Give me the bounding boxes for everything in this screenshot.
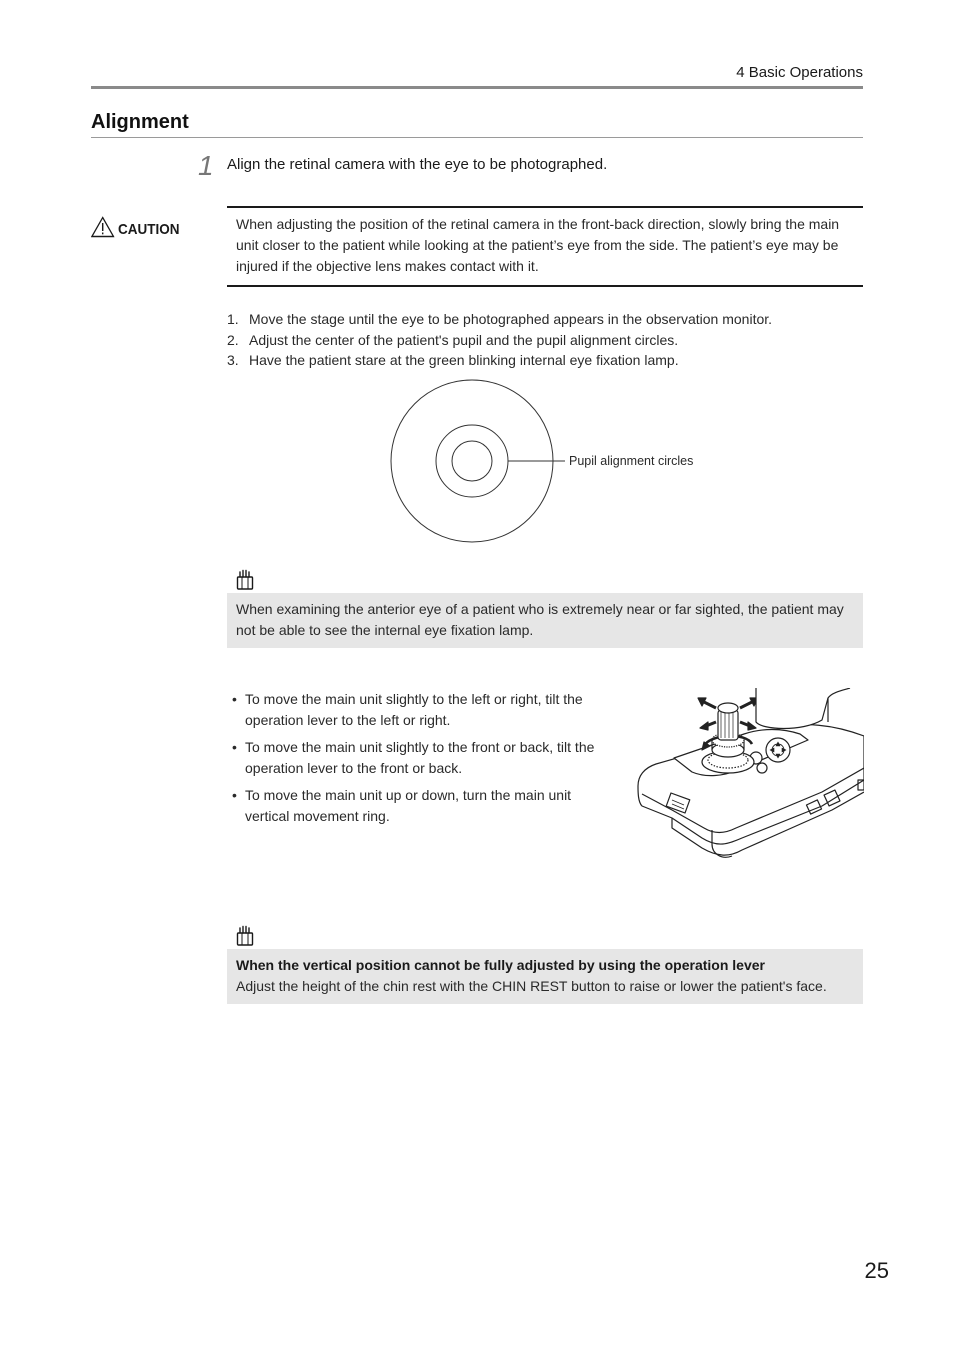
list-item: • To move the main unit slightly to the left or right, tilt the operation lever to the left or right.: [232, 691, 583, 728]
step-text: Align the retinal camera with the eye to be photographed.: [227, 156, 608, 173]
lever-bullet-list: [232, 689, 612, 833]
list-item: 2. Adjust the center of the patient's pupil and the pupil alignment circles.: [227, 331, 679, 348]
caution-label: [91, 216, 179, 242]
list-item: 1. Move the stage until the eye to be photographed appears in the observation monitor.: [227, 311, 773, 327]
caution-text: When adjusting the position of the retinal camera in the front-back direction, slowly bring the main unit closer to the patient while looking at the patient’s eye from the side. The patient’s eye may be injured if the objective lens makes contact with it.: [236, 216, 840, 274]
header-divider: [91, 86, 863, 89]
page-number: 25: [864, 1258, 889, 1283]
inner-alignment-circle: [452, 441, 492, 481]
note-box: [227, 593, 863, 648]
callout-label: Pupil alignment circles: [569, 454, 694, 468]
caution-box: [227, 206, 863, 287]
operation-lever-illustration: [632, 688, 864, 871]
caution-text-label: CAUTION: [118, 220, 180, 238]
note-hand-icon: [236, 568, 254, 590]
warning-triangle-icon: [91, 216, 114, 242]
list-item: • To move the main unit up or down, turn the main unit vertical movement ring.: [232, 787, 572, 824]
note-text: Adjust the height of the chin rest with the CHIN REST button to raise or lower the patient's face.: [236, 978, 827, 994]
note-box: [227, 949, 863, 1004]
section-divider: [91, 137, 863, 138]
step-number: 1: [198, 150, 214, 181]
outer-alignment-circle: [436, 425, 508, 497]
chapter-header: 4 Basic Operations: [736, 64, 863, 81]
note-heading: When the vertical position cannot be fully adjusted by using the operation lever: [236, 957, 765, 973]
list-item: 3. Have the patient stare at the green blinking internal eye fixation lamp.: [227, 352, 679, 368]
list-item: • To move the main unit slightly to the front or back, tilt the operation lever to the front or back.: [232, 739, 595, 776]
section-title: Alignment: [91, 111, 189, 133]
note-text: When examining the anterior eye of a patient who is extremely near or far sighted, the patient may not be able to see the internal eye fixation lamp.: [236, 601, 844, 638]
pupil-alignment-diagram: [380, 378, 720, 553]
substep-list: [227, 309, 863, 371]
note-hand-icon: [236, 924, 254, 946]
